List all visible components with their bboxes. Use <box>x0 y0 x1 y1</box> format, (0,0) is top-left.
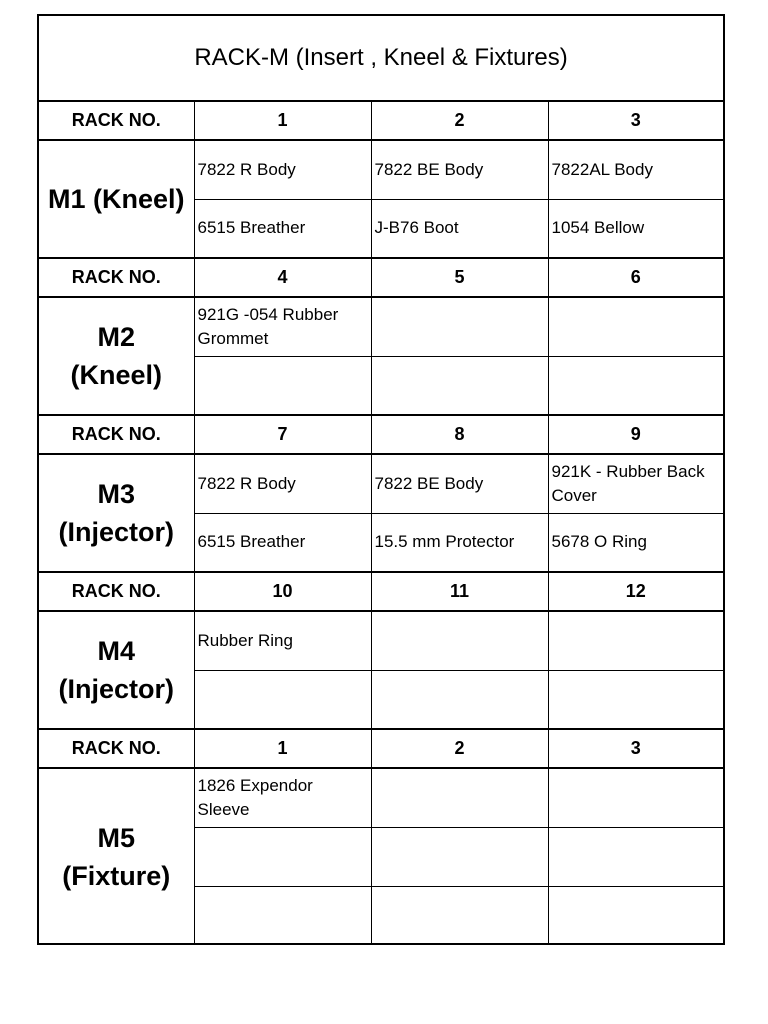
group-label <box>39 140 194 258</box>
item-cell <box>548 768 723 827</box>
group-label-line: (Injector) <box>58 517 174 547</box>
rack-no-label: RACK NO. <box>39 101 194 140</box>
item-row <box>39 611 723 670</box>
item-cell <box>371 356 548 415</box>
item-cell: 5678 O Ring <box>548 513 723 572</box>
item-cell: 7822 BE Body <box>371 454 548 513</box>
sheet-title: RACK-M (Insert , Kneel & Fixtures) <box>39 16 723 101</box>
group-label-line: M5 <box>97 823 135 853</box>
rack-number: 2 <box>371 729 548 768</box>
rack-no-label: RACK NO. <box>39 572 194 611</box>
item-cell: 7822AL Body <box>548 140 723 199</box>
item-cell: 6515 Breather <box>194 513 371 572</box>
rack-number-row <box>39 258 723 297</box>
item-cell: 7822 BE Body <box>371 140 548 199</box>
item-cell <box>194 827 371 886</box>
item-cell <box>548 670 723 729</box>
group-label <box>39 297 194 415</box>
item-cell <box>371 670 548 729</box>
rack-number: 1 <box>194 101 371 140</box>
item-row <box>39 140 723 199</box>
rack-number: 6 <box>548 258 723 297</box>
group-label <box>39 768 194 945</box>
rack-no-label: RACK NO. <box>39 258 194 297</box>
rack-number-row <box>39 415 723 454</box>
item-cell <box>548 827 723 886</box>
item-cell <box>371 886 548 945</box>
item-row <box>39 297 723 356</box>
rack-number: 10 <box>194 572 371 611</box>
rack-number-row <box>39 729 723 768</box>
group-label-line: M1 (Kneel) <box>47 184 185 214</box>
rack-number: 9 <box>548 415 723 454</box>
group-label-line: M3 <box>97 479 135 509</box>
item-cell <box>194 356 371 415</box>
item-row <box>39 768 723 827</box>
item-cell: 6515 Breather <box>194 199 371 258</box>
item-cell <box>548 356 723 415</box>
item-cell <box>548 297 723 356</box>
rack-no-label: RACK NO. <box>39 415 194 454</box>
item-cell: 7822 R Body <box>194 140 371 199</box>
rack-no-label: RACK NO. <box>39 729 194 768</box>
item-cell: 921G -054 Rubber Grommet <box>194 297 371 356</box>
rack-number: 3 <box>548 729 723 768</box>
rack-number-row <box>39 572 723 611</box>
rack-number: 8 <box>371 415 548 454</box>
rack-number: 2 <box>371 101 548 140</box>
rack-sheet <box>37 14 725 945</box>
group-label-line: (Fixture) <box>62 861 171 891</box>
item-cell: 15.5 mm Protector <box>371 513 548 572</box>
rack-number: 3 <box>548 101 723 140</box>
group-label-line: M2 <box>97 322 135 352</box>
rack-number-row <box>39 101 723 140</box>
item-cell <box>548 611 723 670</box>
group-label-line: (Kneel) <box>70 360 162 390</box>
item-cell: 1826 Expendor Sleeve <box>194 768 371 827</box>
rack-number: 4 <box>194 258 371 297</box>
item-cell <box>371 611 548 670</box>
item-cell <box>548 886 723 945</box>
item-cell: 7822 R Body <box>194 454 371 513</box>
item-cell <box>194 670 371 729</box>
item-cell: J-B76 Boot <box>371 199 548 258</box>
item-cell <box>194 886 371 945</box>
rack-number: 11 <box>371 572 548 611</box>
rack-number: 1 <box>194 729 371 768</box>
rack-number: 7 <box>194 415 371 454</box>
group-label <box>39 454 194 572</box>
item-cell <box>371 297 548 356</box>
group-label-line: (Injector) <box>58 674 174 704</box>
item-row <box>39 454 723 513</box>
rack-table <box>39 16 723 945</box>
item-cell: Rubber Ring <box>194 611 371 670</box>
group-label <box>39 611 194 729</box>
item-cell <box>371 768 548 827</box>
rack-number: 5 <box>371 258 548 297</box>
item-cell: 1054 Bellow <box>548 199 723 258</box>
rack-number: 12 <box>548 572 723 611</box>
group-label-line: M4 <box>97 636 135 666</box>
item-cell: 921K - Rubber Back Cover <box>548 454 723 513</box>
item-cell <box>371 827 548 886</box>
